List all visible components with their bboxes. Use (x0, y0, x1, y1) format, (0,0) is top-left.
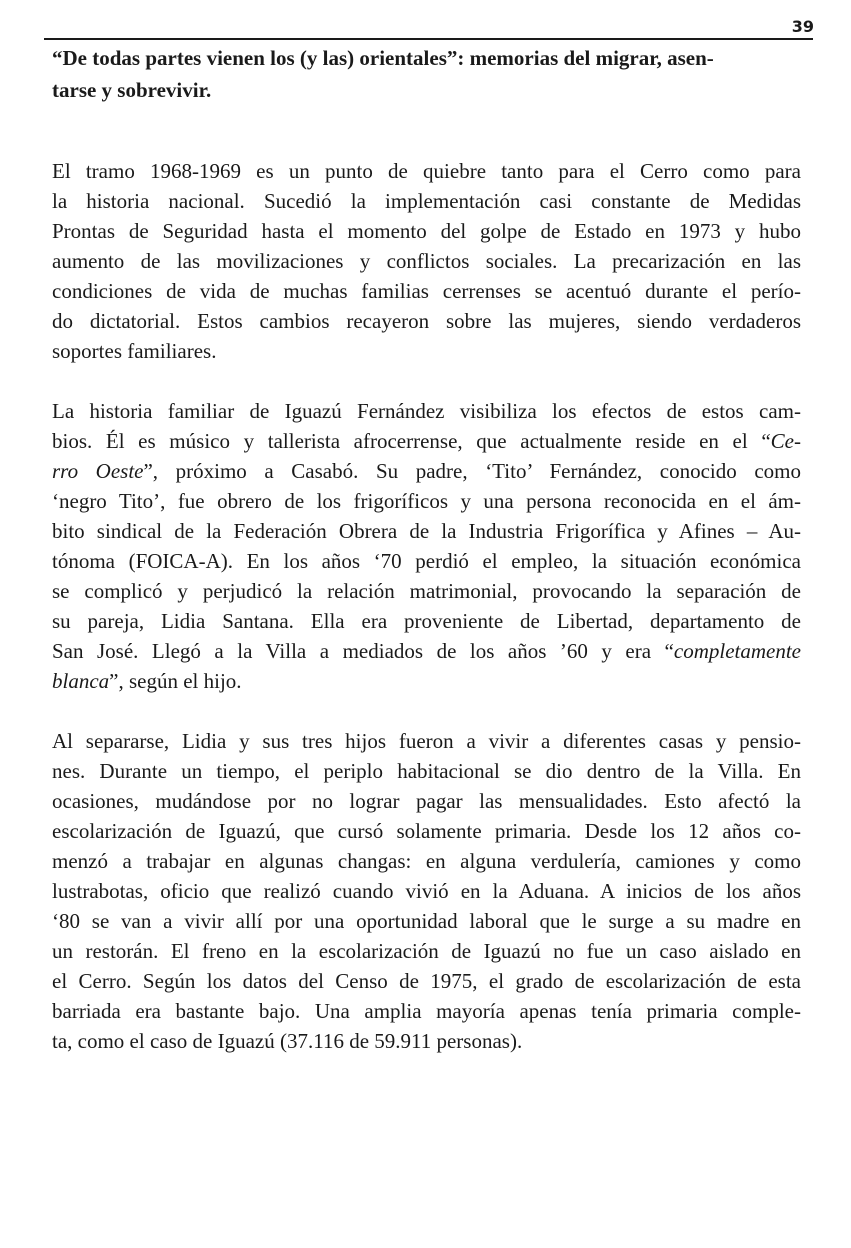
chapter-title-line: “De todas partes vienen los (y las) orientales”: memorias del migrar, asen- (52, 46, 714, 70)
text-line: la historia nacional. Sucedió la implementación casi constante de Medidas (52, 189, 801, 213)
text-line (52, 426, 801, 456)
chapter-title-line: tarse y sobrevivir. (52, 78, 212, 102)
text-line: ‘80 se van a vivir allí por una oportunidad laboral que le surge a su madre en (52, 909, 801, 933)
chapter-title (52, 42, 801, 106)
text-line: barriada era bastante bajo. Una amplia mayoría apenas tenía primaria comple- (52, 999, 801, 1023)
text-run: ”, próximo a Casabó. Su padre, ‘Tito’ Fernández, conocido como (143, 459, 801, 483)
text-line: un restorán. El freno en la escolarización de Iguazú no fue un caso aislado en (52, 939, 801, 963)
italic-run: Ce- (770, 429, 801, 453)
text-line (52, 636, 801, 666)
text-line: soportes familiares. (52, 339, 217, 363)
text-line: su pareja, Lidia Santana. Ella era proveniente de Libertad, departamento de (52, 609, 801, 633)
text-run: bios. Él es músico y tallerista afrocerrense, que actualmente reside en el “ (52, 429, 771, 453)
text-line: ta, como el caso de Iguazú (37.116 de 59.911 personas). (52, 1029, 523, 1053)
text-line: La historia familiar de Iguazú Fernández visibiliza los efectos de estos cam- (52, 399, 801, 423)
italic-run: blanca (52, 669, 110, 693)
page-content (52, 42, 801, 1086)
paragraph-1 (52, 156, 801, 366)
text-line: do dictatorial. Estos cambios recayeron sobre las mujeres, siendo verdaderos (52, 309, 801, 333)
text-line: menzó a trabajar en algunas changas: en alguna verdulería, camiones y como (52, 849, 801, 873)
text-line: escolarización de Iguazú, que cursó solamente primaria. Desde los 12 años co- (52, 819, 801, 843)
text-line: se complicó y perjudicó la relación matrimonial, provocando la separación de (52, 579, 801, 603)
text-line: ocasiones, mudándose por no lograr pagar las mensualidades. Esto afectó la (52, 789, 801, 813)
text-line: Al separarse, Lidia y sus tres hijos fueron a vivir a diferentes casas y pensio- (52, 729, 801, 753)
paragraph-3 (52, 726, 801, 1056)
text-line (52, 666, 801, 696)
text-run: San José. Llegó a la Villa a mediados de los años ’60 y era “ (52, 639, 674, 663)
text-run: ”, según el hijo. (109, 669, 242, 693)
header-rule (44, 38, 813, 40)
italic-run: completamente (673, 639, 801, 663)
text-line: el Cerro. Según los datos del Censo de 1975, el grado de escolarización de esta (52, 969, 801, 993)
paragraph-2 (52, 396, 801, 696)
italic-run: rro Oeste (52, 459, 144, 483)
text-line: Prontas de Seguridad hasta el momento del golpe de Estado en 1973 y hubo (52, 219, 801, 243)
text-line: aumento de las movilizaciones y conflictos sociales. La precarización en las (52, 249, 801, 273)
page-number: 39 (791, 17, 814, 36)
text-line: nes. Durante un tiempo, el periplo habitacional se dio dentro de la Villa. En (52, 759, 801, 783)
text-line: lustrabotas, oficio que realizó cuando vivió en la Aduana. A inicios de los años (52, 879, 801, 903)
text-line: ‘negro Tito’, fue obrero de los frigoríficos y una persona reconocida en el ám- (52, 489, 801, 513)
text-line (52, 456, 801, 486)
text-line: condiciones de vida de muchas familias cerrenses se acentuó durante el perío- (52, 279, 801, 303)
text-line: El tramo 1968-1969 es un punto de quiebre tanto para el Cerro como para (52, 159, 801, 183)
text-line: bito sindical de la Federación Obrera de la Industria Frigorífica y Afines – Au- (52, 519, 801, 543)
text-line: tónoma (FOICA-A). En los años ‘70 perdió el empleo, la situación económica (52, 549, 801, 573)
